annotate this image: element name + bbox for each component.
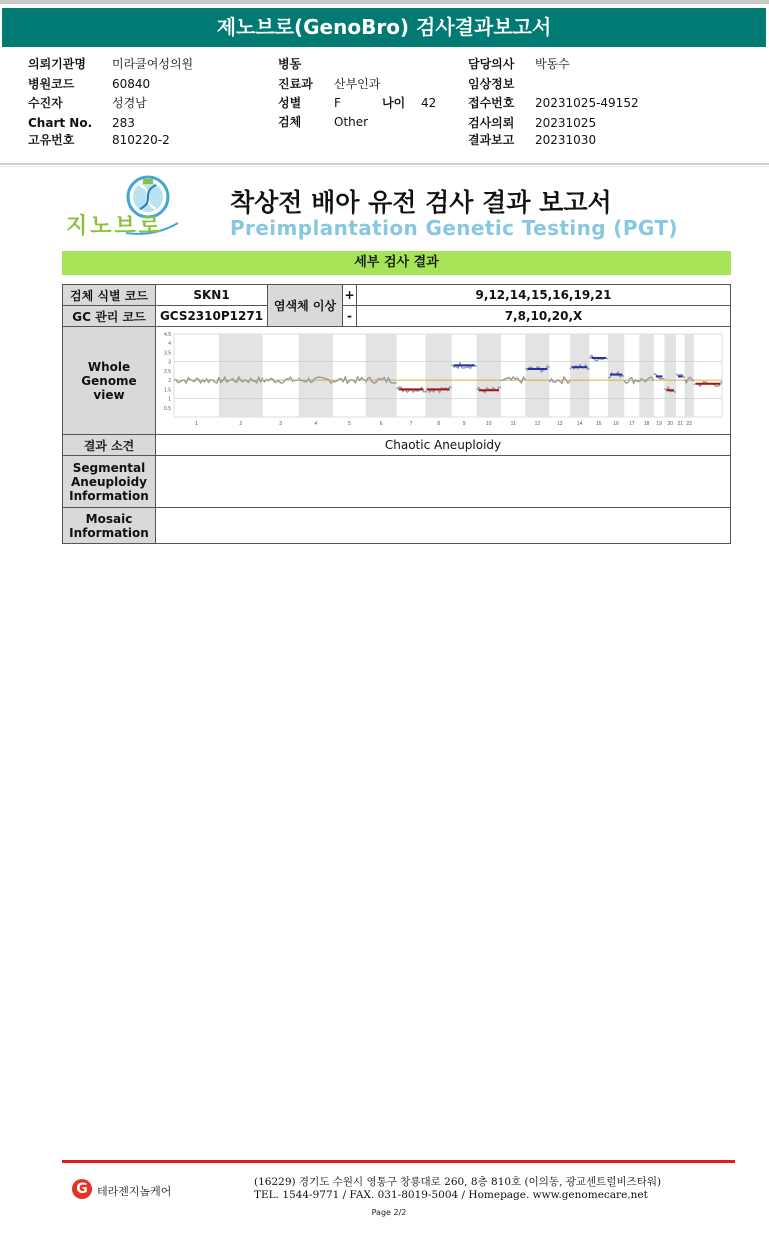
x-tick-label: 14 [577, 421, 583, 427]
header-divider [0, 163, 769, 165]
header-divider-thin [0, 166, 769, 167]
info-age-value: 42 [421, 96, 437, 110]
info-department: 진료과 [278, 77, 313, 91]
info-patient-value: 성경남 [112, 96, 147, 110]
gc-code-label: GC 관리 코드 [63, 306, 156, 327]
page-number: Page 2/2 [371, 1208, 407, 1217]
chromosome-band [299, 334, 333, 417]
info-ward: 병동 [278, 57, 302, 71]
x-tick-label: 9 [462, 421, 466, 427]
gain-sign: + [343, 285, 357, 306]
x-tick-label: 11 [510, 421, 516, 427]
info-institution: 의뢰기관명 [28, 57, 86, 71]
info-clinical: 임상정보 [468, 77, 515, 91]
info-sex-value: F [334, 96, 341, 110]
results-table [62, 284, 731, 544]
y-tick-label: 2 [168, 378, 171, 385]
info-doctor-value: 박동수 [535, 57, 570, 71]
info-institution-value: 미라클여성의원 [112, 57, 194, 71]
info-unique-id: 고유번호 [28, 133, 75, 147]
chromosome-band [366, 334, 397, 417]
chromosome-band [477, 334, 501, 417]
info-receipt-no: 접수번호 [468, 96, 515, 110]
x-tick-label: 17 [628, 421, 635, 427]
y-tick-label: 1.5 [164, 387, 171, 394]
abnormality-label: 염색체 이상 [268, 285, 343, 327]
whole-genome-chart [156, 327, 730, 431]
section-title: 세부 검사 결과 [62, 251, 731, 275]
table-row [63, 456, 731, 508]
x-tick-label: 20 [667, 421, 674, 427]
chromosome-band [425, 334, 451, 417]
x-tick-label: 3 [279, 421, 283, 427]
mosaic-value [156, 508, 731, 544]
y-tick-label: 1 [168, 396, 171, 403]
info-specimen-value: Other [334, 115, 369, 129]
info-patient: 수진자 [28, 96, 63, 110]
info-sex: 성별 [278, 96, 302, 110]
x-tick-label: 1 [195, 421, 198, 427]
y-tick-label: 4 [168, 341, 171, 348]
report-subtitle: Preimplantation Genetic Testing (PGT) [230, 216, 678, 240]
info-doctor: 담당의사 [468, 57, 515, 71]
chromosome-band [664, 334, 676, 417]
info-report-date: 결과보고 [468, 133, 515, 147]
x-tick-label: 5 [347, 421, 351, 427]
logo-wordmark: 지노브로 [66, 214, 164, 239]
y-tick-label: 3 [168, 359, 171, 366]
info-age: 나이 [382, 96, 406, 110]
top-border [0, 0, 769, 4]
info-department-value: 산부인과 [334, 77, 381, 91]
x-tick-label: 16 [613, 421, 619, 427]
x-tick-label: 19 [656, 421, 662, 427]
info-chart-no-value: 283 [112, 116, 135, 130]
gc-code-value: GCS2310P1271 [156, 306, 268, 327]
sample-code-label: 검체 식별 코드 [63, 285, 156, 306]
chromosome-band [570, 334, 589, 417]
gain-list: 9,12,14,15,16,19,21 [357, 285, 731, 306]
info-specimen: 검체 [278, 115, 302, 129]
segmental-value [156, 456, 731, 508]
x-tick-label: 10 [486, 421, 492, 427]
x-tick-label: 21 [677, 421, 684, 427]
x-tick-label: 6 [379, 421, 383, 427]
loss-sign: - [343, 306, 357, 327]
x-tick-label: 22 [686, 421, 692, 427]
company-name: 테라젠지놈케어 [97, 1185, 172, 1198]
info-hospital-code: 병원코드 [28, 77, 75, 91]
chromosome-band [219, 334, 263, 417]
info-report-date-value: 20231030 [535, 133, 597, 147]
y-tick-label: 0.5 [164, 405, 171, 412]
whole-genome-label: Whole Genome view [63, 327, 156, 435]
x-tick-label: 2 [239, 421, 243, 427]
y-tick-label: 2.5 [164, 368, 171, 375]
x-tick-label: 15 [595, 421, 602, 427]
x-tick-label: 4 [314, 421, 318, 427]
contact-line: TEL. 1544-9771 / FAX. 031-8019-5004 / Homepage. www.genomecare.net [254, 1189, 648, 1201]
finding-value: Chaotic Aneuploidy [156, 435, 731, 456]
info-chart-no: Chart No. [28, 116, 93, 130]
sample-code-value: SKN1 [156, 285, 268, 306]
table-row [63, 435, 731, 456]
finding-label: 결과 소견 [63, 435, 156, 456]
report-header-title: 제노브로(GenoBro) 검사결과보고서 [2, 8, 766, 47]
footer-address [254, 1176, 661, 1202]
company-logo [72, 1179, 182, 1205]
x-tick-label: 13 [557, 421, 563, 427]
info-receipt-no-value: 20231025-49152 [535, 96, 639, 110]
gc-logo-icon: G [72, 1179, 92, 1199]
footer-divider [62, 1160, 735, 1163]
table-row [63, 327, 731, 435]
x-tick-label: 8 [437, 421, 440, 427]
chromosome-band [639, 334, 653, 417]
info-request-date-value: 20231025 [535, 116, 597, 130]
address-line: (16229) 경기도 수원시 영통구 창룡대로 260, 8층 810호 (이의동, 광교센트럴비즈타워) [254, 1176, 662, 1188]
info-hospital-code-value: 60840 [112, 77, 151, 91]
genobro-logo [64, 175, 189, 240]
info-unique-id-value: 810220-2 [112, 133, 170, 147]
report-title: 착상전 배아 유전 검사 결과 보고서 [230, 188, 612, 217]
y-tick-label: 4.5 [164, 332, 171, 338]
chromosome-band [685, 334, 694, 417]
y-tick-label: 3.5 [164, 350, 171, 357]
table-row [63, 508, 731, 544]
x-tick-label: 12 [534, 421, 541, 427]
mosaic-label: Mosaic Information [63, 508, 156, 544]
x-tick-label: 18 [643, 421, 650, 427]
loss-list: 7,8,10,20,X [357, 306, 731, 327]
table-row [63, 306, 731, 327]
whole-genome-cell [156, 327, 731, 435]
chromosome-band [525, 334, 549, 417]
table-row [63, 285, 731, 306]
x-tick-label: 7 [409, 421, 413, 427]
segmental-label: Segmental Aneuploidy Information [63, 456, 156, 508]
info-request-date: 검사의뢰 [468, 116, 515, 130]
